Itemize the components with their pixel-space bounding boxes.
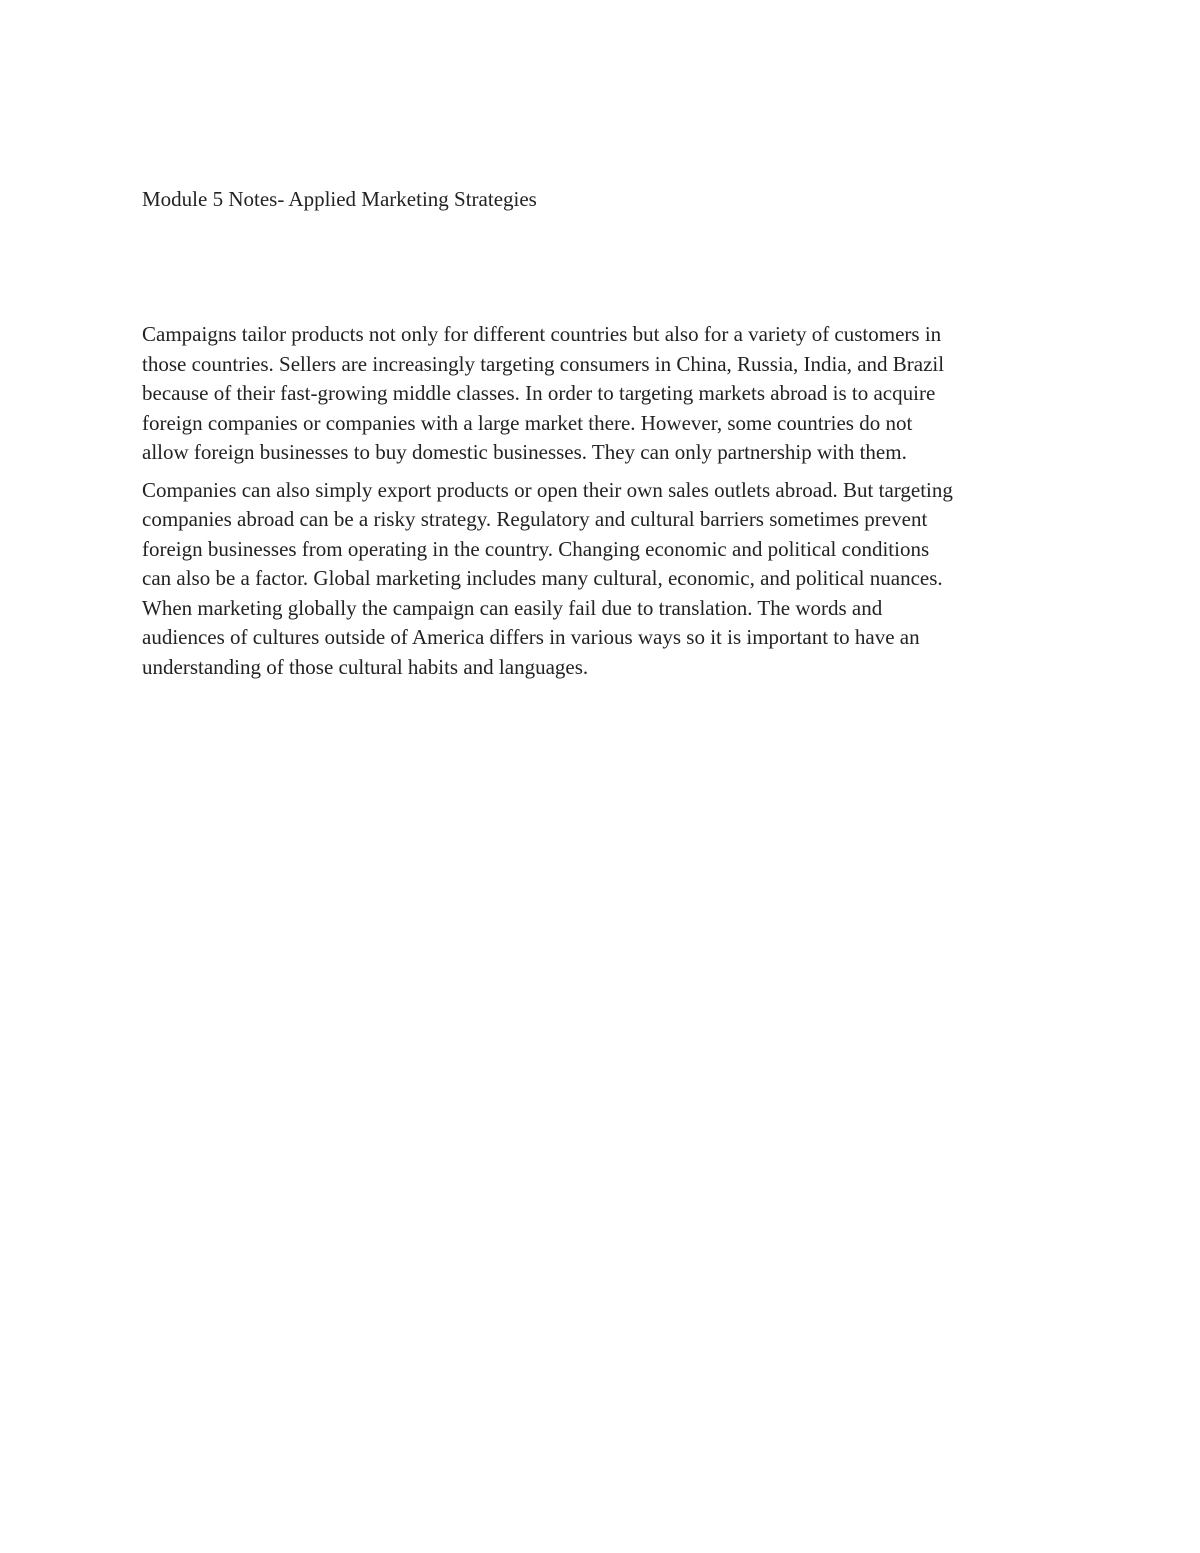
text-line: allow foreign businesses to buy domestic businesses. They can only partnership with them. (142, 440, 907, 464)
paragraph-2 (142, 476, 1058, 683)
text-line: Campaigns tailor products not only for different countries but also for a variety of customers in (142, 322, 942, 346)
text-line: companies abroad can be a risky strategy. Regulatory and cultural barriers sometimes prevent (142, 507, 928, 531)
text-line: can also be a factor. Global marketing includes many cultural, economic, and political nuances. (142, 566, 943, 590)
text-line: understanding of those cultural habits and languages. (142, 654, 589, 679)
text-line: Companies can also simply export products or open their own sales outlets abroad. But targeting (142, 477, 953, 502)
text-line: foreign businesses from operating in the country. Changing economic and political conditions (142, 536, 930, 561)
text-line: When marketing globally the campaign can easily fail due to translation. The words and (142, 595, 883, 620)
document-title: Module 5 Notes- Applied Marketing Strategies (142, 187, 537, 211)
text-line: because of their fast-growing middle classes. In order to targeting markets abroad is to acquire (142, 381, 936, 405)
text-line: foreign companies or companies with a large market there. However, some countries do not (142, 410, 913, 435)
document-body (142, 320, 1058, 690)
paragraph-1 (142, 320, 1058, 468)
text-line: audiences of cultures outside of America differs in various ways so it is important to have an (142, 625, 920, 649)
text-line: those countries. Sellers are increasingly targeting consumers in China, Russia, India, and Brazil (142, 351, 945, 376)
